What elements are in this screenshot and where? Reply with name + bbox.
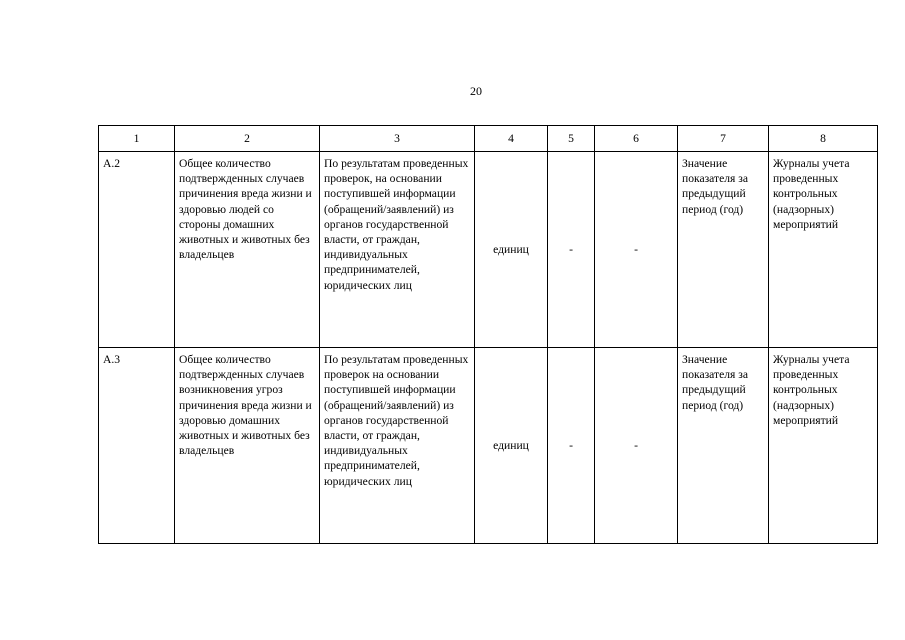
indicator-value: Значение показателя за предыдущий период (год) [678, 348, 769, 544]
indicator-code: А.2 [99, 152, 175, 348]
indicator-name: Общее количество подтвержденных случаев возникновения угроз причинения вреда жизни и здоровью домашних животных и животных без владельцев [175, 348, 320, 544]
indicator-col5: - [548, 348, 595, 544]
indicator-value: Значение показателя за предыдущий период (год) [678, 152, 769, 348]
indicator-name: Общее количество подтвержденных случаев причинения вреда жизни и здоровью людей со стороны домашних животных и животных без владельцев [175, 152, 320, 348]
header-cell-3: 3 [320, 126, 475, 152]
indicator-col6: - [595, 348, 678, 544]
header-cell-8: 8 [769, 126, 878, 152]
table-row [99, 348, 878, 544]
table-row [99, 152, 878, 348]
header-row [99, 126, 878, 152]
header-cell-7: 7 [678, 126, 769, 152]
indicator-source: По результатам проведенных проверок на основании поступившей информации (обращений/заявлений) из органов государственной власти, от граждан, индивидуальных предпринимателей, юридических лиц [320, 348, 475, 544]
indicator-source: По результатам проведенных проверок, на основании поступившей информации (обращений/заявлений) из органов государственной власти, от граждан, индивидуальных предпринимателей, юридических лиц [320, 152, 475, 348]
indicator-unit: единиц [475, 152, 548, 348]
indicator-code: А.3 [99, 348, 175, 544]
page-number: 20 [470, 84, 482, 98]
header-cell-6: 6 [595, 126, 678, 152]
header-cell-2: 2 [175, 126, 320, 152]
indicator-col6: - [595, 152, 678, 348]
header-cell-1: 1 [99, 126, 175, 152]
indicator-unit: единиц [475, 348, 548, 544]
indicator-col5: - [548, 152, 595, 348]
indicators-table [98, 125, 878, 544]
indicator-journal: Журналы учета проведенных контрольных (надзорных) мероприятий [769, 152, 878, 348]
header-cell-5: 5 [548, 126, 595, 152]
indicator-journal: Журналы учета проведенных контрольных (надзорных) мероприятий [769, 348, 878, 544]
header-cell-4: 4 [475, 126, 548, 152]
